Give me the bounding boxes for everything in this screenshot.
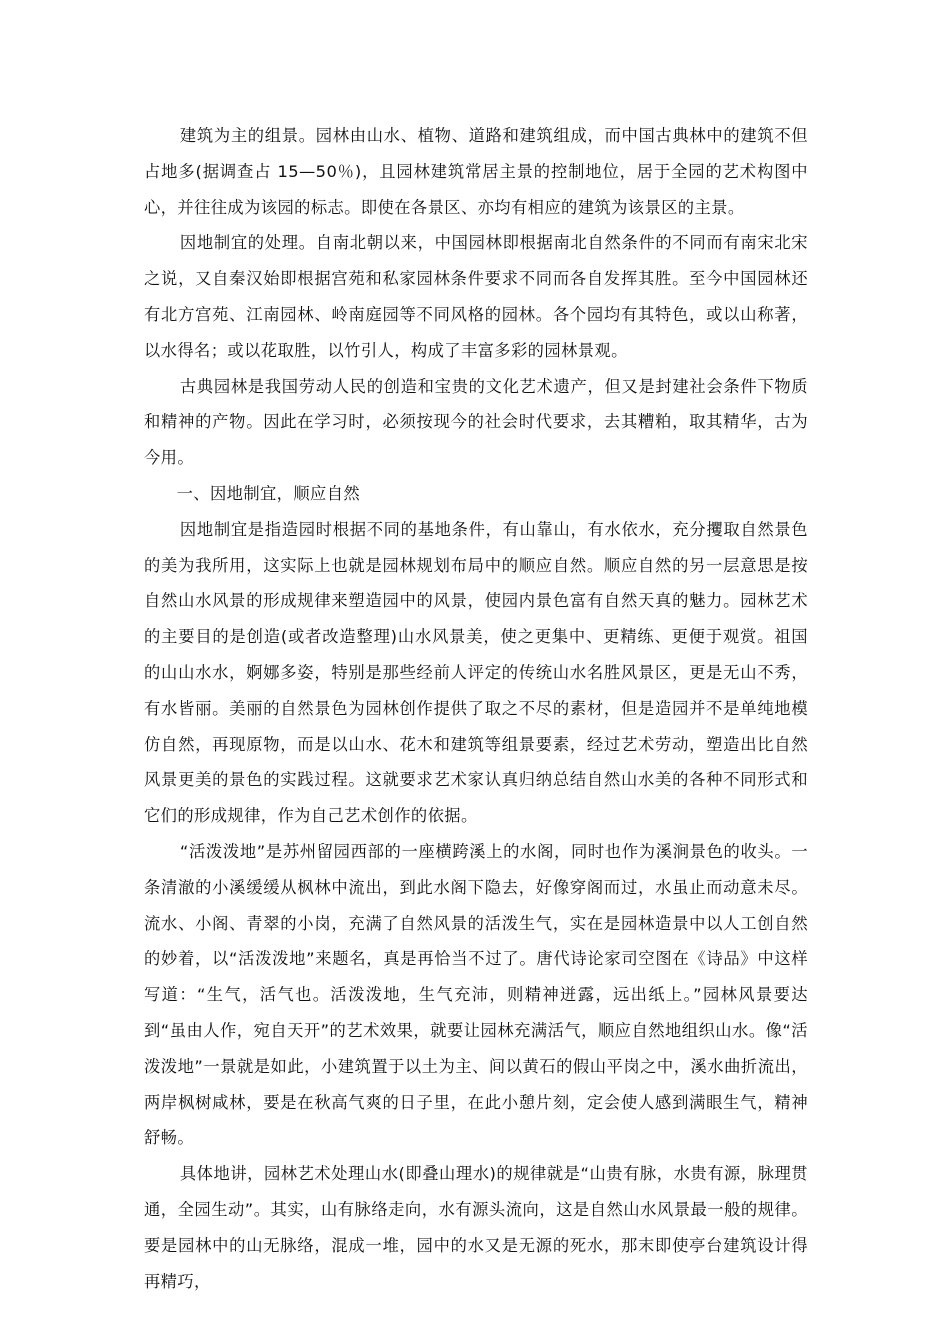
- section-heading: 一、因地制宜，顺应自然: [176, 483, 361, 503]
- paragraph-mountains-water: 具体地讲，园林艺术处理山水(即叠山理水)的规律就是“山贵有脉，水贵有源，脉理贯通，全园生动”。其实，山有脉络走向，水有源头流向，这是自然山水风景最一般的规律。要是园林中的山无脉络，混成一堆，园中的水又是无源的死水，那末即使亭台建筑设计得再精巧，: [144, 1164, 808, 1291]
- document-body: [144, 118, 808, 1299]
- paragraph-architecture: 建筑为主的组景。园林由山水、植物、道路和建筑组成，而中国古典林中的建筑不但占地多(据调查占 15—50％)，且园林建筑常居主景的控制地位，居于全园的艺术构图中心，并往往成为该园的标志。即使在各景区、亦均有相应的建筑为该景区的主景。: [144, 126, 808, 217]
- paragraph-site-adaptation: 因地制宜的处理。自南北朝以来，中国园林即根据南北自然条件的不同而有南宋北宋之说，又自秦汉始即根据宫苑和私家园林条件要求不同而各自发挥其胜。至今中国园林还有北方宫苑、江南园林、岭南庭园等不同风格的园林。各个园均有其特色，或以山称著，以水得名；或以花取胜，以竹引人，构成了丰富多彩的园林景观。: [144, 233, 808, 360]
- paragraph-heritage: 古典园林是我国劳动人民的创造和宝贵的文化艺术遗产，但又是封建社会条件下物质和精神的产物。因此在学习时，必须按现今的社会时代要求，去其糟粕，取其精华，古为今用。: [144, 376, 808, 468]
- paragraph-follow-nature: 因地制宜是指造园时根据不同的基地条件，有山靠山，有水依水，充分攫取自然景色的美为我所用，这实际上也就是园林规划布局中的顺应自然。顺应自然的另一层意思是按自然山水风景的形成规律来塑造园中的风景，使园内景色富有自然天真的魅力。园林艺术的主要目的是创造(或者改造整理)山水风景美，使之更集中、更精练、更便于观赏。祖国的山山水水，婀娜多姿，特别是那些经前人评定的传统山水名胜风景区，更是无山不秀，有水皆丽。美丽的自然景色为园林创作提供了取之不尽的素材，但是造园并不是单纯地模仿自然，再现原物，而是以山水、花木和建筑等组景要素，经过艺术劳动，塑造出比自然风景更美的景色的实践过程。这就要求艺术家认真归纳总结自然山水美的各种不同形式和它们的形成规律，作为自己艺术创作的依据。: [144, 519, 808, 826]
- paragraph-huopopodi: “活泼泼地”是苏州留园西部的一座横跨溪上的水阁，同时也作为溪涧景色的收头。一条清澈的小溪缓缓从枫林中流出，到此水阁下隐去，好像穿阁而过，水虽止而动意未尽。流水、小阁、青翠的小岗，充满了自然风景的活泼生气，实在是园林造景中以人工创自然的妙着，以“活泼泼地”来题名，真是再恰当不过了。唐代诗论家司空图在《诗品》中这样写道：“生气，活气也。活泼泼地，生气充沛，则精神迸露，远出纸上。”园林风景要达到“虽由人作，宛自天开”的艺术效果，就要让园林充满活气，顺应自然地组织山水。像“活泼泼地”一景就是如此，小建筑置于以土为主、间以黄石的假山平岗之中，溪水曲折流出，两岸枫树咸林，要是在秋高气爽的日子里，在此小憩片刻，定会使人感到满眼生气，精神舒畅。: [144, 841, 808, 1148]
